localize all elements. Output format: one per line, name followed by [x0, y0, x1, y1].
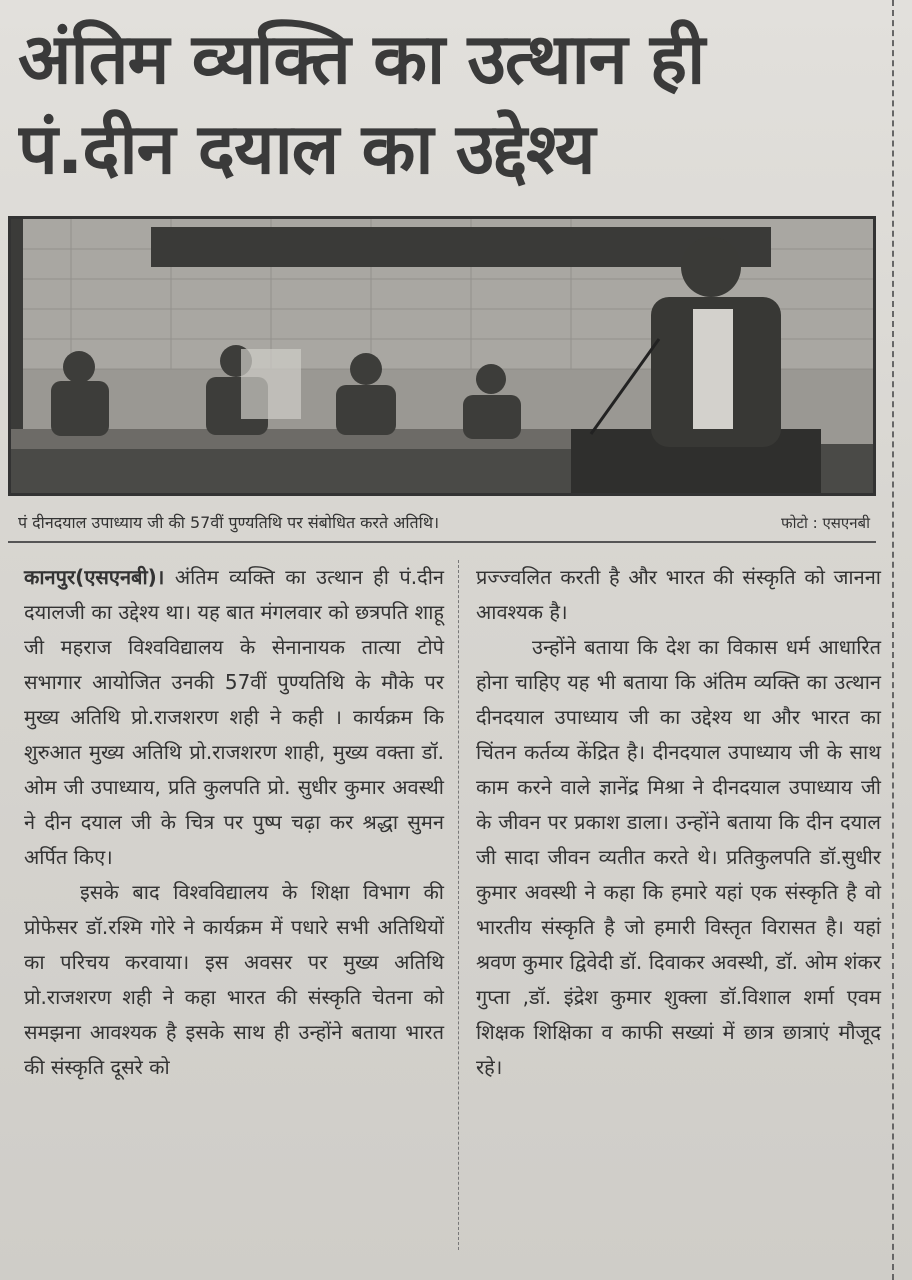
news-photo	[8, 216, 876, 496]
article-column-left	[24, 560, 444, 1085]
article-column-right	[476, 560, 881, 1085]
photo-illustration	[11, 219, 873, 493]
dateline: कानपुर(एसएनबी)।	[24, 565, 165, 589]
clipping-edge	[892, 0, 894, 1280]
article-paragraph: प्रज्ज्वलित करती है और भारत की संस्कृति को जानना आवश्यक है।	[476, 565, 881, 624]
article-text: अंतिम व्यक्ति का उत्थान ही पं.दीन दयालजी का उद्देश्य था। यह बात मंगलवार को छत्रपति शाहू जी महराज विश्वविद्यालय के सेनानायक तात्या टोपे सभागार आयोजित उनकी 57वीं पुण्यतिथि के मौके पर मुख्य अतिथि प्रो.राजशरण शही ने कही । कार्यक्रम कि शुरुआत मुख्य अतिथि प्रो.राजशरण शाही, मुख्य वक्ता डॉ. ओम जी उपाध्याय, प्रति कुलपति प्रो. सुधीर कुमार अवस्थी ने दीन दयाल जी के चित्र पर पुष्प चढ़ा कर श्रद्धा सुमन अर्पित किए।	[24, 565, 445, 869]
column-divider	[458, 560, 459, 1250]
article-paragraph	[24, 560, 444, 875]
headline	[18, 14, 888, 194]
article-paragraph: इसके बाद विश्वविद्यालय के शिक्षा विभाग की प्रोफेसर डॉ.रश्मि गोरे ने कार्यक्रम में पधारे सभी अतिथियों का परिचय करवाया। इस अवसर पर मुख्य अतिथि प्रो.राजशरण शही ने कहा भारत की संस्कृति चेतना को समझना आवश्यक है इसके साथ ही उन्होंने बताया भारत की संस्कृति दूसरे को	[24, 880, 444, 1079]
article-paragraph: उन्होंने बताया कि देश का विकास धर्म आधारित होना चाहिए यह भी बताया कि अंतिम व्यक्ति का उत्थान दीनदयाल उपाध्याय जी का उद्देश्य था और भारत का चिंतन कर्तव्य केंद्रित है। दीनदयाल उपाध्याय जी के साथ काम करने वाले ज्ञानेंद्र मिश्रा ने दीनदयाल उपाध्याय जी के जीवन पर प्रकाश डाला। उन्होंने बताया कि दीन दयाल जी सादा जीवन व्यतीत करते थे। प्रतिकुलपति डॉ.सुधीर कुमार अवस्थी ने कहा कि हमारे यहां एक संस्कृति है वो भारतीय संस्कृति है जो हमारी विस्तृत विरासत है। यहां श्रवण कुमार द्विवेदी डॉ. दिवाकर अवस्थी, डॉ. ओम शंकर गुप्ता ,डॉ. इंद्रेश कुमार शुक्ला डॉ.विशाल शर्मा एवम शिक्षक शिक्षिका व काफी सख्यां में छात्र छात्राएं मौजूद रहे।	[476, 635, 881, 1079]
photo-caption: पं दीनदयाल उपाध्याय जी की 57वीं पुण्यतिथि पर संबोधित करते अतिथि।	[18, 513, 440, 532]
headline-line-2: पं.दीन दयाल का उद्देश्य	[18, 108, 595, 190]
headline-line-1: अंतिम व्यक्ति का उत्थान ही	[18, 18, 705, 100]
photo-credit: फोटो : एसएनबी	[781, 514, 870, 532]
photo-caption-bar	[8, 505, 876, 543]
